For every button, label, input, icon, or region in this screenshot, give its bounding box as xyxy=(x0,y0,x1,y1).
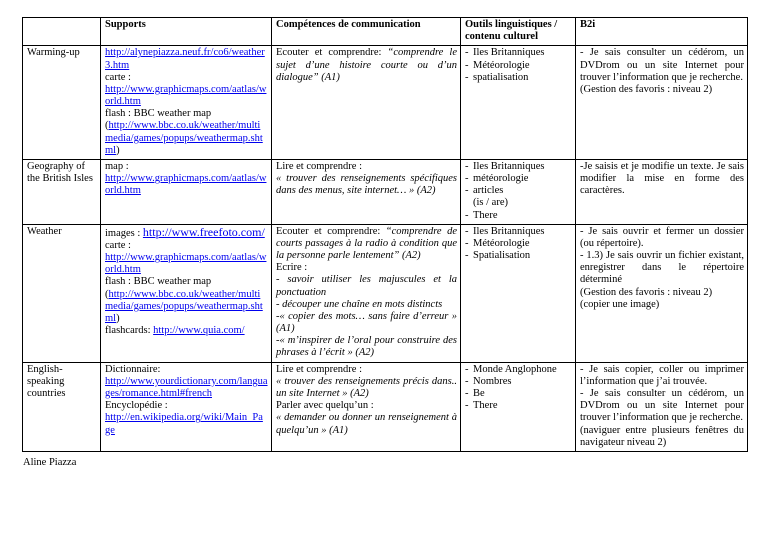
plain-text: Ecrire : xyxy=(276,262,308,274)
plain-text: ( xyxy=(105,288,109,300)
text-line xyxy=(276,364,457,376)
row-label-cell xyxy=(23,362,101,451)
b2i-paragraph: (Gestion des favoris : niveau 2) xyxy=(580,83,713,95)
text-line xyxy=(105,240,268,252)
table-row xyxy=(23,46,748,160)
header-row xyxy=(23,18,748,46)
header-cell-supports: Supports xyxy=(101,18,272,46)
text-line xyxy=(105,412,268,436)
text-line xyxy=(105,226,268,240)
outil-text: Iles Britanniques xyxy=(473,225,545,237)
plain-text: flash : BBC weather map xyxy=(105,108,212,120)
b2i-cell xyxy=(576,362,748,451)
dash-marker: - xyxy=(465,71,469,83)
text-line xyxy=(276,161,457,173)
row-label-cell xyxy=(23,46,101,160)
header-cell-outils: Outils linguistiques / contenu culturel xyxy=(461,18,576,46)
outil-text: There xyxy=(473,209,498,221)
plain-text: ( xyxy=(105,120,109,132)
hyperlink[interactable]: http://www.graphicmaps.com/aatlas/world.htm xyxy=(105,252,267,276)
outil-item xyxy=(465,388,572,400)
plain-text: map : xyxy=(105,160,129,172)
plain-text: images : xyxy=(105,227,143,239)
outil-item xyxy=(465,185,572,197)
competences-cell xyxy=(272,159,461,224)
row-label: Geography of the British Isles xyxy=(27,160,93,185)
text-line xyxy=(105,108,268,120)
outil-item xyxy=(465,238,572,250)
header-cell-empty xyxy=(23,18,101,46)
hyperlink[interactable]: http://www.yourdictionary.com/languages/romance.html#french xyxy=(105,375,268,399)
b2i-paragraph: - Je sais consulter un cédérom, un DVDrom ou un site Internet pour trouver l’information que je recherche. xyxy=(580,47,744,83)
table-row xyxy=(23,159,748,224)
text-line xyxy=(105,400,268,412)
competences-cell xyxy=(272,362,461,451)
dash-marker: - xyxy=(465,400,469,412)
hyperlink[interactable]: http://www.freefoto.com/ xyxy=(142,224,265,239)
plain-text: ) xyxy=(116,312,120,324)
outils-cell xyxy=(461,159,576,224)
text-line xyxy=(105,376,268,400)
plain-text: Lire et comprendre : xyxy=(276,363,362,375)
outil-text: Iles Britanniques xyxy=(473,47,545,59)
dash-marker: - xyxy=(465,173,469,185)
b2i-paragraph: (copier une image) xyxy=(580,298,660,310)
outil-text: météorologie xyxy=(473,173,529,185)
plain-text: flash : BBC weather map xyxy=(105,276,212,288)
b2i-paragraph: - Je sais consulter un cédérom, un DVDrom ou un site Internet pour trouver l’information que je recherche. xyxy=(580,387,744,424)
quoted-text: « trouver des renseignements spécifiques dans des menus, site internet… » (A2) xyxy=(276,173,457,197)
quoted-text: - découper une chaîne en mots distincts xyxy=(276,298,443,310)
text-line xyxy=(276,226,457,263)
text-line xyxy=(105,289,268,326)
supports-cell xyxy=(101,362,272,451)
b2i-paragraph: - Je sais copier, coller ou imprimer l’information que j’ai trouvée. xyxy=(580,363,744,387)
outil-text: Météorologie xyxy=(473,59,530,71)
b2i-cell xyxy=(576,224,748,362)
outil-item xyxy=(465,376,572,388)
table-row xyxy=(23,362,748,451)
outils-cell xyxy=(461,224,576,362)
hyperlink[interactable]: http://www.graphicmaps.com/aatlas/world.htm xyxy=(105,83,267,108)
quoted-text: “comprendre de courts passages à la radio à condition que la personne parle lentement” (A2) xyxy=(276,225,457,262)
text-line xyxy=(276,47,457,84)
outil-text: articles xyxy=(473,185,504,197)
dash-marker: - xyxy=(465,250,469,262)
outil-item xyxy=(465,226,572,238)
row-label-cell xyxy=(23,224,101,362)
row-label-cell xyxy=(23,159,101,224)
b2i-paragraph: (Gestion des favoris : niveau 2) xyxy=(580,286,713,298)
outil-item xyxy=(465,47,572,59)
outil-text: Be xyxy=(473,387,485,399)
plain-text: flashcards: xyxy=(105,325,154,337)
supports-cell xyxy=(101,224,272,362)
plain-text: Encyclopédie : xyxy=(105,400,168,412)
hyperlink[interactable]: http://www.quia.com/ xyxy=(153,325,245,337)
outil-text: Nombres xyxy=(473,375,512,387)
dash-marker: - xyxy=(465,185,469,197)
dash-marker: - xyxy=(465,47,469,59)
outil-text: Météorologie xyxy=(473,237,530,249)
quoted-text: “comprendre le sujet d’une histoire courte ou d’un dialogue” (A1) xyxy=(276,47,457,83)
plain-text: Parler avec quelqu’un : xyxy=(276,400,374,412)
outil-text: Iles Britanniques xyxy=(473,160,545,172)
plain-text: carte : xyxy=(105,71,131,83)
outil-text: (is / are) xyxy=(473,197,508,209)
dash-marker: - xyxy=(465,209,469,221)
hyperlink[interactable]: http://en.wikipedia.org/wiki/Main_Page xyxy=(105,412,263,436)
text-line xyxy=(105,161,268,173)
text-line xyxy=(105,84,268,108)
b2i-cell xyxy=(576,159,748,224)
outil-item xyxy=(465,210,572,222)
text-line xyxy=(105,364,268,376)
dash-marker: - xyxy=(465,387,469,399)
text-line xyxy=(105,72,268,84)
b2i-paragraph: -Je saisis et je modifie un texte. Je sais modifier la mise en forme des caractères. xyxy=(580,160,744,197)
quoted-text: « trouver des renseignements précis dans.. un site Internet » (A2) xyxy=(276,375,457,399)
outil-item xyxy=(465,250,572,262)
table-body xyxy=(23,46,748,452)
dash-marker: - xyxy=(465,363,469,375)
text-line xyxy=(105,173,268,197)
text-line xyxy=(276,311,457,335)
competences-cell xyxy=(272,224,461,362)
outils-cell xyxy=(461,46,576,160)
quoted-text: -« copier des mots… sans faire d’erreur » (A1) xyxy=(276,310,457,335)
header-cell-b2i: B2i xyxy=(576,18,748,46)
text-line xyxy=(276,376,457,400)
quoted-text: - savoir utiliser les majuscules et la ponctuation xyxy=(276,274,457,298)
dash-marker: - xyxy=(465,375,469,387)
outil-text: There xyxy=(473,400,498,412)
text-line xyxy=(276,299,457,311)
supports-cell xyxy=(101,46,272,160)
text-line xyxy=(276,400,457,412)
outil-item xyxy=(465,364,572,376)
text-line xyxy=(105,252,268,276)
b2i-paragraph: - 1.3) Je sais ouvrir un fichier existant, enregistrer dans le répertoire déterminé xyxy=(580,250,744,286)
text-line xyxy=(276,412,457,436)
plain-text: carte : xyxy=(105,239,131,251)
b2i-cell xyxy=(576,46,748,160)
author-name: Aline Piazza xyxy=(23,456,77,468)
text-line xyxy=(105,325,268,337)
b2i-paragraph: - Je sais ouvrir et fermer un dossier (ou répertoire). xyxy=(580,225,744,249)
plain-text: Ecouter et comprendre: xyxy=(276,225,386,237)
row-label: English-speaking countries xyxy=(27,363,66,399)
supports-cell xyxy=(101,159,272,224)
outil-item xyxy=(465,197,572,209)
outil-text: Monde Anglophone xyxy=(473,363,557,375)
text-line xyxy=(105,276,268,288)
header-cell-competences: Compétences de communication xyxy=(272,18,461,46)
outils-cell xyxy=(461,362,576,451)
hyperlink[interactable]: http://www.graphicmaps.com/aatlas/world.htm xyxy=(105,173,267,197)
dash-marker: - xyxy=(465,225,469,237)
outil-item xyxy=(465,72,572,84)
hyperlink[interactable]: http://www.bbc.co.uk/weather/multimedia/games/popups/weathermap.shtml xyxy=(105,288,263,324)
text-line xyxy=(105,120,268,157)
b2i-paragraph: (naviguer entre plusieurs fenêtres du navigateur niveau 2) xyxy=(580,424,744,448)
outil-item xyxy=(465,161,572,173)
outil-item xyxy=(465,400,572,412)
dash-marker: - xyxy=(465,59,469,71)
plain-text: Dictionnaire: xyxy=(105,363,161,375)
lesson-plan-table xyxy=(22,17,748,452)
competences-cell xyxy=(272,46,461,160)
plain-text: Ecouter et comprendre: xyxy=(276,47,388,59)
dash-marker: - xyxy=(465,237,469,249)
text-line xyxy=(276,335,457,359)
outil-item xyxy=(465,173,572,185)
hyperlink[interactable]: http://www.bbc.co.uk/weather/multimedia/games/popups/weathermap.shtml xyxy=(105,120,263,156)
outil-item xyxy=(465,60,572,72)
outil-text: spatialisation xyxy=(473,71,529,83)
text-line xyxy=(276,173,457,197)
text-line xyxy=(276,274,457,298)
text-line xyxy=(105,47,268,71)
row-label: Weather xyxy=(27,225,62,237)
dash-marker: - xyxy=(465,160,469,172)
plain-text: ) xyxy=(116,144,120,156)
outil-text: Spatialisation xyxy=(473,250,531,262)
quoted-text: -« m’inspirer de l’oral pour construire des phrases à l’écrit » (A2) xyxy=(276,335,457,359)
row-label: Warming-up xyxy=(27,47,80,59)
plain-text: Lire et comprendre : xyxy=(276,160,362,172)
quoted-text: « demander ou donner un renseignement à quelqu’un » (A1) xyxy=(276,412,457,436)
text-line xyxy=(276,262,457,274)
table-row xyxy=(23,224,748,362)
hyperlink[interactable]: http://alynepiazza.neuf.fr/co6/weather3.htm xyxy=(105,47,265,71)
